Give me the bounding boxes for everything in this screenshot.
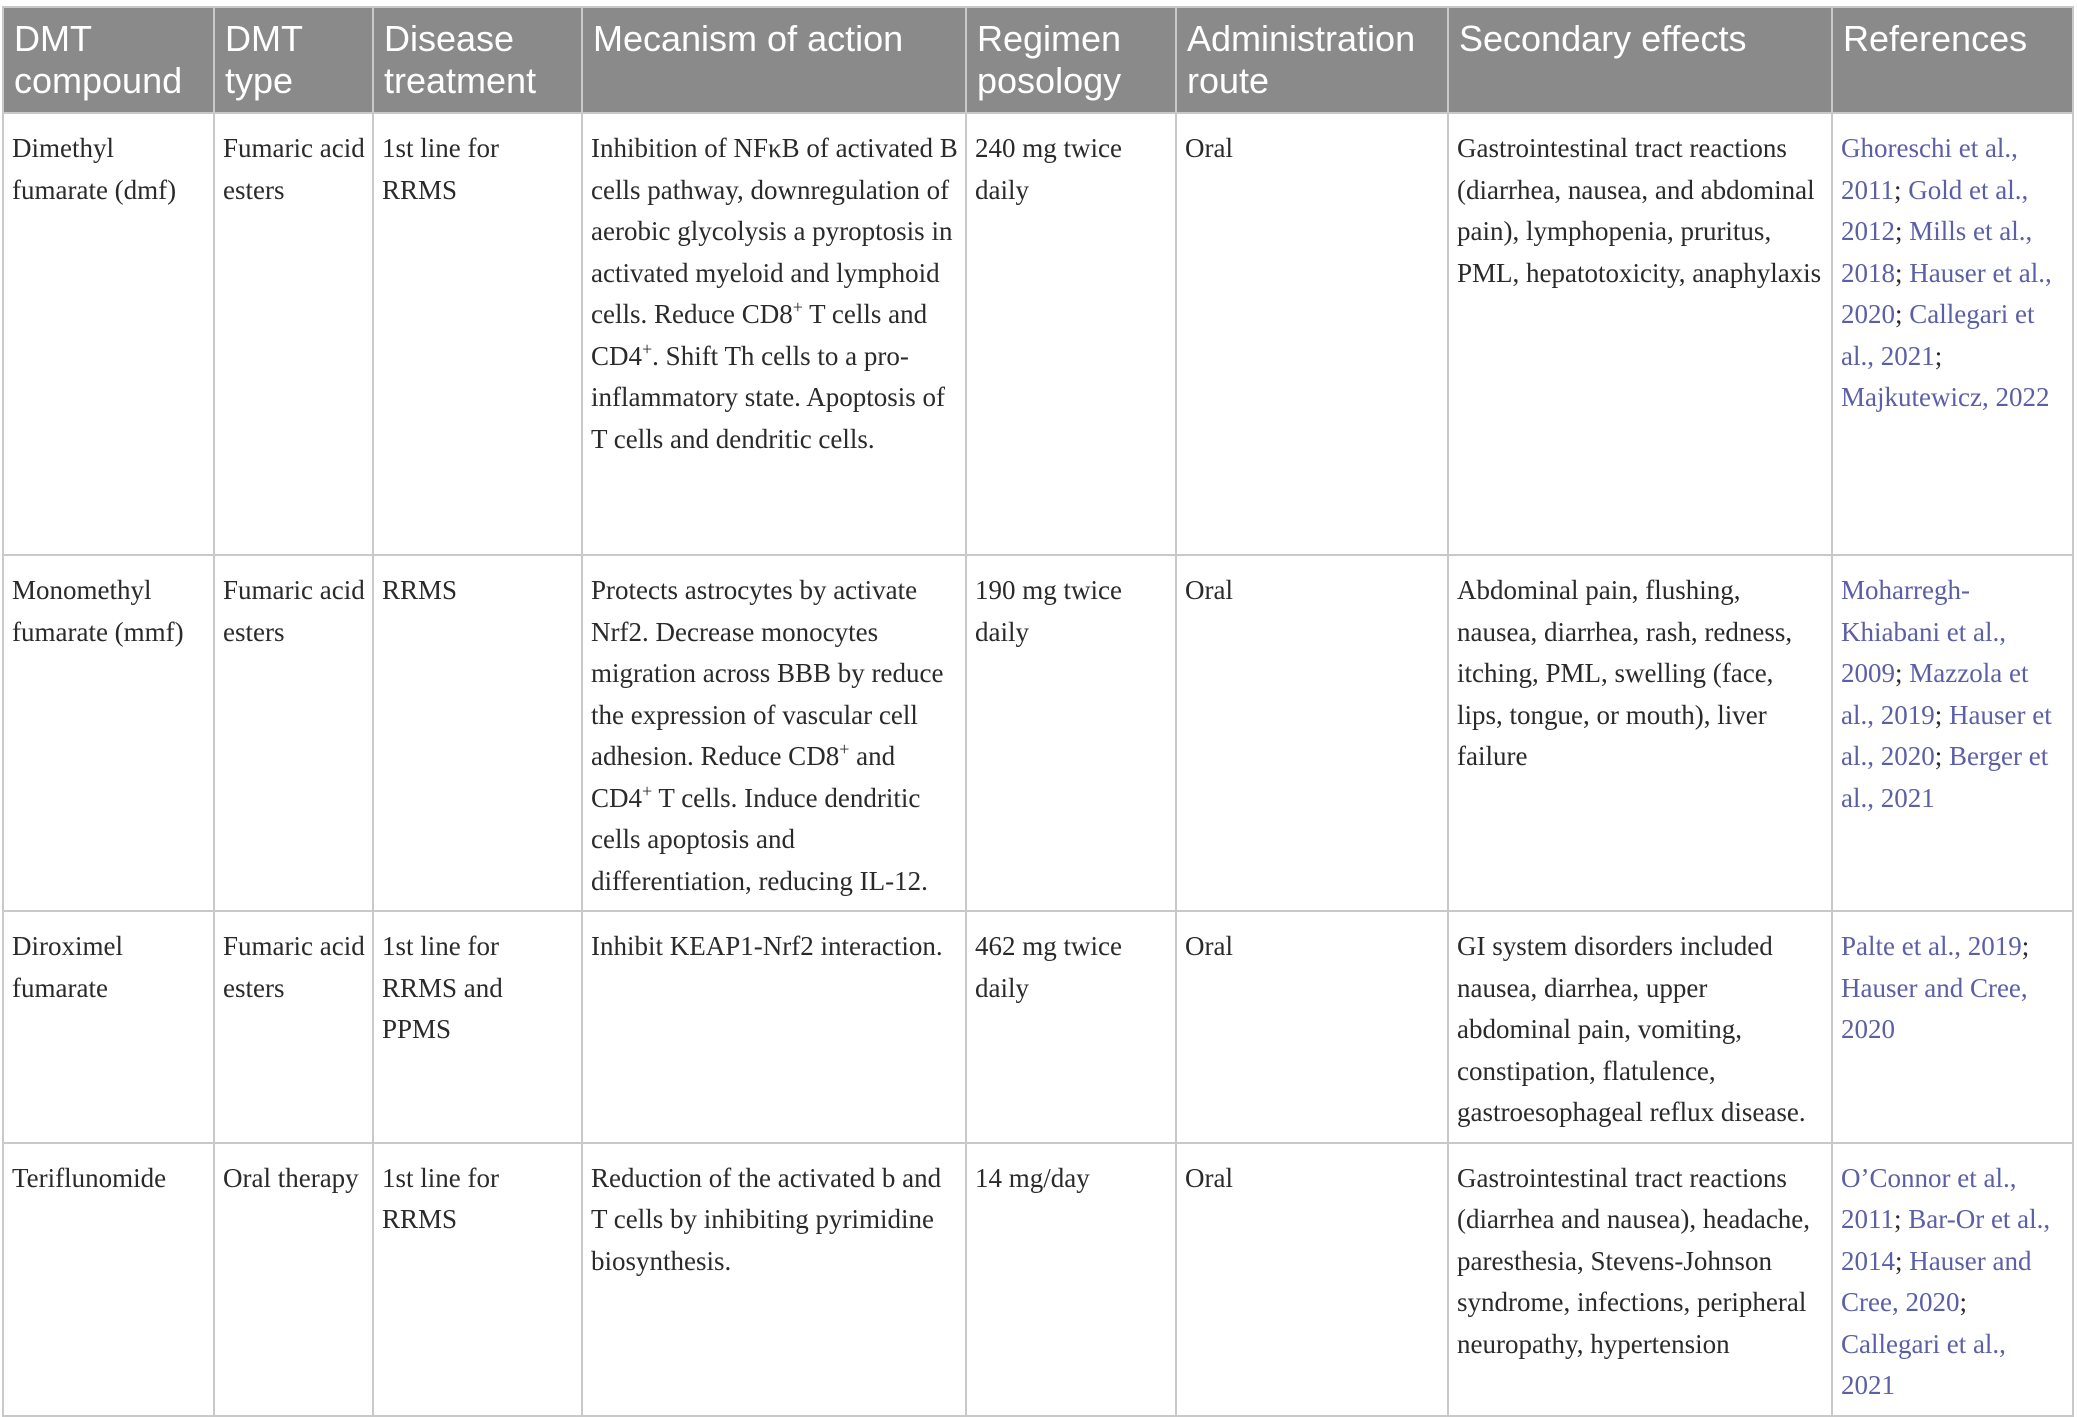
cell-effects: GI system disorders included nausea, diarrhea, upper abdominal pain, vomiting, constipation, flatulence, gastroesophageal reflux disease. [1448,911,1832,1143]
reference-link[interactable]: Berger et al., 2021 [1841,741,2049,813]
reference-separator: ; [1895,216,1910,246]
cell-route: Oral [1176,555,1448,911]
header-administration-route: Administration route [1176,7,1448,113]
reference-link[interactable]: Hauser et al., 2020 [1841,257,2052,329]
cell-type: Fumaric acid esters [214,911,373,1143]
cell-treatment: 1st line for RRMS [373,1143,582,1416]
reference-link[interactable]: Moharregh-Khiabani et al., 2009 [1841,575,2006,688]
reference-link[interactable]: Callegari et al., 2021 [1841,299,2035,371]
header-mechanism-of-action: Mecanism of action [582,7,966,113]
cell-effects: Abdominal pain, flushing, nausea, diarrhea, rash, redness, itching, PML, swelling (face, lips, tongue, or mouth), liver failure [1448,555,1832,911]
header-secondary-effects: Secondary effects [1448,7,1832,113]
cell-route: Oral [1176,911,1448,1143]
reference-separator: ; [1894,174,1909,205]
superscript: + [642,338,653,359]
mechanism-text: and CD4 [591,741,896,813]
reference-separator: ; [1894,1204,1909,1234]
table-body [3,113,2073,1416]
cell-compound: Teriflunomide [3,1143,214,1416]
cell-type: Fumaric acid esters [214,113,373,555]
header-regimen-posology: Regimen posology [966,7,1176,113]
reference-separator: ; [1934,340,1943,371]
cell-posology: 240 mg twice daily [966,113,1176,555]
reference-link[interactable]: Bar-Or et al., 2014 [1841,1204,2051,1276]
reference-separator: ; [1895,257,1910,288]
mechanism-text: Inhibition of NFκB of activated B cells pathway, downregulation of aerobic glycolysis a pyroptosis in activated myeloid and lymphoid cells. Reduce CD8 [591,133,958,329]
reference-link[interactable]: Mills et al., 2018 [1841,216,2033,288]
table-row [3,911,2073,1143]
reference-separator: ; [1934,699,1950,730]
reference-link[interactable]: Palte et al., 2019 [1841,931,2022,961]
cell-mechanism [582,911,966,1143]
reference-link[interactable]: Hauser and Cree, 2020 [1841,1245,2032,1317]
mechanism-text: T cells and CD4 [591,299,928,371]
cell-route: Oral [1176,1143,1448,1416]
cell-type: Oral therapy [214,1143,373,1416]
superscript: + [792,297,803,317]
cell-treatment: 1st line for RRMS and PPMS [373,911,582,1143]
header-references: References [1832,7,2073,113]
header-dmt-type: DMT type [214,7,373,113]
reference-link[interactable]: Majkutewicz, 2022 [1841,382,2050,412]
table-row [3,113,2073,555]
reference-separator: ; [2021,931,2030,961]
header-disease-treatment: Disease treatment [373,7,582,113]
cell-route: Oral [1176,113,1448,555]
mechanism-text: Reduction of the activated b and T cells by inhibiting pyrimidine biosynthesis. [591,1162,942,1276]
cell-compound: Diroximel fumarate [3,911,214,1143]
reference-separator: ; [1895,1245,1910,1276]
reference-link[interactable]: O’Connor et al., 2011 [1841,1162,2017,1234]
cell-compound: Dimethyl fumarate (dmf) [3,113,214,555]
cell-mechanism [582,113,966,555]
reference-separator: ; [1959,1287,1967,1317]
reference-link[interactable]: Ghoreschi et al., 2011 [1841,133,2018,205]
reference-link[interactable]: Mazzola et al., 2019 [1841,658,2029,730]
mechanism-text: T cells. Induce dendritic cells apoptosis and differentiation, reducing IL-12. [591,782,928,896]
dmt-table [2,6,2074,1417]
reference-link[interactable]: Hauser and Cree, 2020 [1841,972,2028,1044]
cell-treatment: 1st line for RRMS [373,113,582,555]
superscript: + [642,780,653,801]
cell-posology: 462 mg twice daily [966,911,1176,1143]
cell-treatment: RRMS [373,555,582,911]
cell-mechanism [582,555,966,911]
cell-effects: Gastrointestinal tract reactions (diarrhea and nausea), headache, paresthesia, Stevens-Johnson syndrome, infections, peripheral neuropathy, hypertension [1448,1143,1832,1416]
mechanism-text: Inhibit KEAP1-Nrf2 interaction. [591,931,943,961]
reference-link[interactable]: Gold et al., 2012 [1841,174,2029,246]
table-row [3,555,2073,911]
table-header [3,7,2073,113]
cell-posology: 14 mg/day [966,1143,1176,1416]
cell-mechanism [582,1143,966,1416]
cell-references [1832,911,2073,1143]
reference-link[interactable]: Hauser et al., 2020 [1841,699,2052,771]
reference-separator: ; [1934,741,1950,771]
table-row [3,1143,2073,1416]
reference-separator: ; [1895,658,1910,688]
header-dmt-compound: DMT compound [3,7,214,113]
cell-compound: Monomethyl fumarate (mmf) [3,555,214,911]
mechanism-text: Protects astrocytes by activate Nrf2. Decrease monocytes migration across BBB by reduce the expression of vascular cell adhesion. Reduce CD8 [591,575,944,771]
superscript: + [839,739,850,759]
cell-posology: 190 mg twice daily [966,555,1176,911]
cell-references [1832,113,2073,555]
cell-references [1832,1143,2073,1416]
cell-type: Fumaric acid esters [214,555,373,911]
cell-references [1832,555,2073,911]
cell-effects: Gastrointestinal tract reactions (diarrhea, nausea, and abdominal pain), lymphopenia, pruritus, PML, hepatotoxicity, anaphylaxis [1448,113,1832,555]
reference-link[interactable]: Callegari et al., 2021 [1841,1328,2006,1400]
reference-separator: ; [1895,299,1910,329]
mechanism-text: . Shift Th cells to a pro-inflammatory state. Apoptosis of T cells and dendritic cells. [591,340,945,454]
header-row [3,7,2073,113]
